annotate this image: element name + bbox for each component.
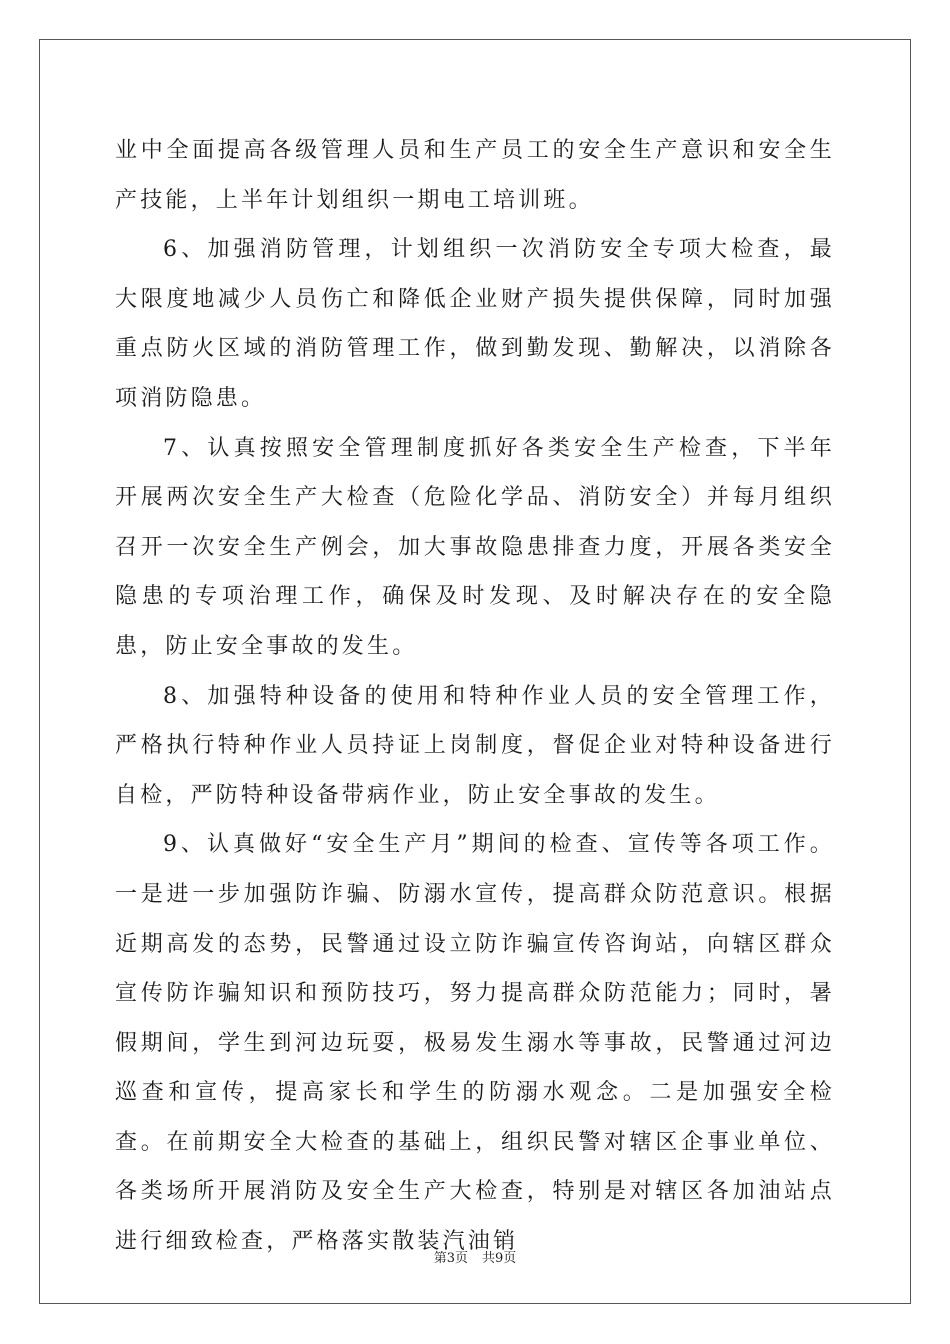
current-page-number: 第3页 xyxy=(433,1251,468,1266)
paragraph-item-7: 7、认真按照安全管理制度抓好各类安全生产检查，下半年开展两次安全生产大检查（危险化学品、消防安全）并每月组织召开一次安全生产例会，加大事故隐患排查力度，开展各类安全隐患的专项治理工作，确保及时发现、及时解决存在的安全隐患，防止安全事故的发生。 xyxy=(115,435,835,659)
paragraph-item-6: 6、加强消防管理，计划组织一次消防安全专项大检查，最大限度地减少人员伤亡和降低企业财产损失提供保障，同时加强重点防火区域的消防管理工作，做到勤发现、勤解决，以消除各项消防隐患。 xyxy=(115,237,835,411)
total-page-count: 共9页 xyxy=(482,1251,517,1266)
paragraph-item-9: 9、认真做好“安全生产月”期间的检查、宣传等各项工作。一是进一步加强防诈骗、防溺水宣传，提高群众防范意识。根据近期高发的态势，民警通过设立防诈骗宣传咨询站，向辖区群众宣传防诈骗知识和预防技巧，努力提高群众防范能力；同时，暑假期间，学生到河边玩耍，极易发生溺水等事故，民警通过河边巡查和宣传，提高家长和学生的防溺水观念。二是加强安全检查。在前期安全大检查的基础上，组织民警对辖区企事业单位、各类场所开展消防及安全生产大检查，特别是对辖区各加油站点进行细致检查，严格落实散装汽油销 xyxy=(115,832,835,1255)
document-body xyxy=(115,126,835,1267)
page-footer xyxy=(0,1247,950,1266)
paragraph-item-8: 8、加强特种设备的使用和特种作业人员的安全管理工作，严格执行特种作业人员持证上岗制度，督促企业对特种设备进行自检，严防特种设备带病作业，防止安全事故的发生。 xyxy=(115,683,835,808)
paragraph-continuation: 业中全面提高各级管理人员和生产员工的安全生产意识和安全生产技能，上半年计划组织一期电工培训班。 xyxy=(115,138,835,213)
